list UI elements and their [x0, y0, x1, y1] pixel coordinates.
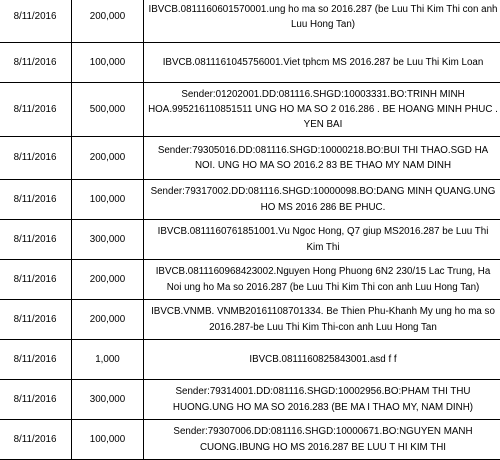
description-cell: IBVCB.0811161045756001.Viet tphcm MS 2016.287 be Luu Thi Kim Loan	[144, 43, 500, 83]
table-row	[0, 220, 500, 260]
table-row	[0, 180, 500, 220]
date-cell: 8/11/2016	[0, 137, 72, 180]
amount-cell: 1,000	[72, 340, 144, 380]
date-cell: 8/11/2016	[0, 83, 72, 137]
date-cell: 8/11/2016	[0, 420, 72, 460]
table-row	[0, 300, 500, 340]
date-cell: 8/11/2016	[0, 220, 72, 260]
description-cell: Sender:79314001.DD:081116.SHGD:10002956.BO:PHAM THI THU HUONG.UNG HO MA SO 2016.283 (BE MA I THAO MY, NAM DINH)	[144, 380, 500, 420]
table-row	[0, 380, 500, 420]
amount-cell: 500,000	[72, 83, 144, 137]
amount-cell: 200,000	[72, 0, 144, 43]
date-cell: 8/11/2016	[0, 0, 72, 43]
amount-cell: 100,000	[72, 43, 144, 83]
date-cell: 8/11/2016	[0, 300, 72, 340]
table-row	[0, 0, 500, 43]
table-row	[0, 83, 500, 137]
amount-cell: 200,000	[72, 260, 144, 300]
description-cell: Sender:01202001.DD:081116.SHGD:10003331.BO:TRINH MINH HOA.995216110851511 UNG HO MA SO 2 016.286 . BE HOANG MINH PHUC . YEN BAI	[144, 83, 500, 137]
date-cell: 8/11/2016	[0, 380, 72, 420]
description-cell: IBVCB.VNMB. VNMB20161108701334. Be Thien Phu-Khanh My ung ho ma so 2016.287-be Luu Thi Kim Thi-con anh Luu Hong Tan	[144, 300, 500, 340]
date-cell: 8/11/2016	[0, 180, 72, 220]
amount-cell: 100,000	[72, 420, 144, 460]
date-cell: 8/11/2016	[0, 43, 72, 83]
table-row	[0, 260, 500, 300]
description-cell: Sender:79305016.DD:081116.SHGD:10000218.BO:BUI THI THAO.SGD HA NOI. UNG HO MA SO 2016.2 83 BE THAO MY NAM DINH	[144, 137, 500, 180]
amount-cell: 300,000	[72, 380, 144, 420]
table-row	[0, 43, 500, 83]
table-row	[0, 137, 500, 180]
description-cell: IBVCB.0811160761851001.Vu Ngoc Hong, Q7 giup MS2016.287 be Luu Thi Kim Thi	[144, 220, 500, 260]
description-cell: IBVCB.0811160968423002.Nguyen Hong Phuong 6N2 230/15 Lac Trung, Ha Noi ung ho Ma so 2016.287 (be Luu Thi Kim Thi con anh Luu Hong Tan)	[144, 260, 500, 300]
description-cell: IBVCB.0811160825843001.asd f f	[144, 340, 500, 380]
description-cell: Sender:79307006.DD:081116.SHGD:10000671.BO:NGUYEN MANH CUONG.IBUNG HO MS 2016.287 BE LUU T HI KIM THI	[144, 420, 500, 460]
description-cell: Sender:79317002.DD:081116.SHGD:10000098.BO:DANG MINH QUANG.UNG HO MS 2016 286 BE PHUC.	[144, 180, 500, 220]
date-cell: 8/11/2016	[0, 260, 72, 300]
description-cell: IBVCB.0811160601570001.ung ho ma so 2016.287 (be Luu Thi Kim Thi con anh Luu Hong Tan)	[144, 0, 500, 43]
amount-cell: 100,000	[72, 180, 144, 220]
table-row	[0, 420, 500, 460]
amount-cell: 300,000	[72, 220, 144, 260]
date-cell: 8/11/2016	[0, 340, 72, 380]
amount-cell: 200,000	[72, 137, 144, 180]
table-row	[0, 340, 500, 380]
amount-cell: 200,000	[72, 300, 144, 340]
